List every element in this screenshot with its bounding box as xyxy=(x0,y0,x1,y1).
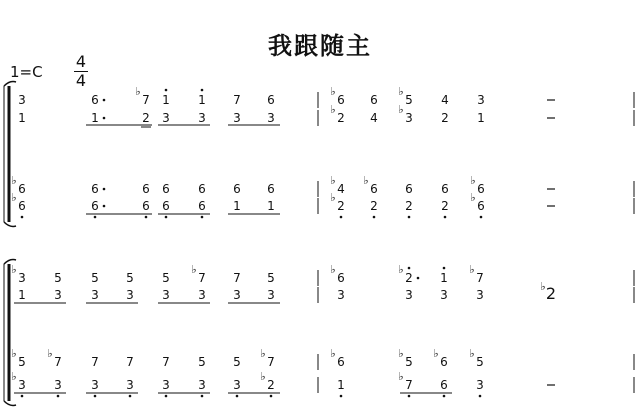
octave-down-dot xyxy=(479,395,482,398)
jianpu-note: 6 xyxy=(142,182,150,196)
flat-accidental: ♭ xyxy=(11,347,17,360)
octave-down-dot xyxy=(201,216,204,219)
jianpu-note: 1 xyxy=(198,93,206,107)
jianpu-note: 6 xyxy=(441,182,449,196)
jianpu-note: 6 xyxy=(370,93,378,107)
flat-accidental: ♭ xyxy=(47,347,53,360)
jianpu-note: 7 xyxy=(126,355,134,369)
jianpu-note: 5 xyxy=(91,271,99,285)
jianpu-note: 3 xyxy=(476,378,484,392)
jianpu-note: 3 xyxy=(198,288,206,302)
flat-accidental: ♭ xyxy=(11,263,17,276)
flat-accidental: ♭ xyxy=(433,347,439,360)
flat-accidental: ♭ xyxy=(470,191,476,204)
jianpu-note: 6 xyxy=(440,378,448,392)
octave-down-dot xyxy=(340,216,343,219)
system-brace-hook xyxy=(4,401,16,406)
flat-accidental: ♭ xyxy=(398,347,404,360)
jianpu-note: 3 xyxy=(233,378,241,392)
flat-accidental: ♭ xyxy=(330,263,336,276)
octave-down-dot xyxy=(21,395,24,398)
flat-accidental: ♭ xyxy=(11,174,17,187)
jianpu-note: 3 xyxy=(162,111,170,125)
octave-down-dot xyxy=(408,395,411,398)
jianpu-note: 7 xyxy=(162,355,170,369)
jianpu-note: 2 xyxy=(142,111,150,125)
octave-up-dot xyxy=(408,267,411,270)
jianpu-note: 6 xyxy=(198,182,206,196)
jianpu-note: 6 xyxy=(337,271,345,285)
flat-accidental: ♭ xyxy=(191,263,197,276)
jianpu-note: 3 xyxy=(91,288,99,302)
flat-accidental: ♭ xyxy=(11,370,17,383)
song-title: 我跟随主 xyxy=(268,31,372,60)
jianpu-note: 3 xyxy=(162,378,170,392)
jianpu-note: 3 xyxy=(198,378,206,392)
jianpu-note: 4 xyxy=(337,182,345,196)
flat-accidental: ♭ xyxy=(11,191,17,204)
jianpu-note: 3 xyxy=(267,288,275,302)
flat-accidental: ♭ xyxy=(330,174,336,187)
jianpu-note: 6 xyxy=(477,182,485,196)
jianpu-note: 6 xyxy=(18,182,26,196)
jianpu-note: 3 xyxy=(126,378,134,392)
jianpu-note: 3 xyxy=(440,288,448,302)
augmentation-dot xyxy=(417,277,420,280)
jianpu-note: 3 xyxy=(405,111,413,125)
jianpu-note: 6 xyxy=(198,199,206,213)
jianpu-note: 1 xyxy=(91,111,99,125)
octave-down-dot xyxy=(270,395,273,398)
jianpu-note: 3 xyxy=(18,378,26,392)
octave-down-dot xyxy=(57,395,60,398)
flat-accidental: ♭ xyxy=(135,85,141,98)
jianpu-note: 4 xyxy=(370,111,378,125)
flat-accidental: ♭ xyxy=(470,174,476,187)
jianpu-note: 5 xyxy=(405,93,413,107)
jianpu-note: 2 xyxy=(337,199,345,213)
flat-accidental: ♭ xyxy=(398,85,404,98)
jianpu-note: 2 xyxy=(370,199,378,213)
octave-up-dot xyxy=(165,89,168,92)
octave-up-dot xyxy=(443,267,446,270)
system-brace-hook xyxy=(4,82,16,87)
flat-accidental: ♭ xyxy=(540,280,546,293)
jianpu-note: 3 xyxy=(18,93,26,107)
jianpu-note: 5 xyxy=(126,271,134,285)
jianpu-note: 1 xyxy=(440,271,448,285)
jianpu-note: 5 xyxy=(405,355,413,369)
jianpu-note: 6 xyxy=(91,93,99,107)
flat-accidental: ♭ xyxy=(330,347,336,360)
octave-down-dot xyxy=(94,395,97,398)
jianpu-note: 6 xyxy=(162,199,170,213)
jianpu-note: 2 xyxy=(441,111,449,125)
jianpu-note: 7 xyxy=(54,355,62,369)
jianpu-note: 2 xyxy=(405,199,413,213)
jianpu-note: 6 xyxy=(91,182,99,196)
jianpu-note: 3 xyxy=(18,271,26,285)
octave-down-dot xyxy=(408,216,411,219)
jianpu-note: 1 xyxy=(18,288,26,302)
jianpu-note: 6 xyxy=(370,182,378,196)
jianpu-note: 3 xyxy=(477,93,485,107)
jianpu-note: 3 xyxy=(233,288,241,302)
augmentation-dot xyxy=(103,188,106,191)
octave-down-dot xyxy=(201,395,204,398)
time-signature-top: 4 xyxy=(75,52,87,71)
jianpu-note: 6 xyxy=(91,199,99,213)
octave-down-dot xyxy=(21,216,24,219)
octave-down-dot xyxy=(443,395,446,398)
jianpu-note: 5 xyxy=(198,355,206,369)
jianpu-note: 5 xyxy=(476,355,484,369)
jianpu-note: 7 xyxy=(476,271,484,285)
flat-accidental: ♭ xyxy=(260,347,266,360)
octave-down-dot xyxy=(145,216,148,219)
jianpu-note: 7 xyxy=(142,93,150,107)
flat-accidental: ♭ xyxy=(469,263,475,276)
jianpu-note: 5 xyxy=(233,355,241,369)
jianpu-note: 7 xyxy=(91,355,99,369)
octave-down-dot xyxy=(165,216,168,219)
jianpu-note: 6 xyxy=(337,93,345,107)
jianpu-note: 6 xyxy=(233,182,241,196)
augmentation-dot xyxy=(103,99,106,102)
jianpu-note: 2 xyxy=(337,111,345,125)
flat-accidental: ♭ xyxy=(260,370,266,383)
jianpu-note: 7 xyxy=(405,378,413,392)
octave-down-dot xyxy=(373,216,376,219)
octave-up-dot xyxy=(201,89,204,92)
jianpu-note: 6 xyxy=(267,93,275,107)
jianpu-note: 6 xyxy=(440,355,448,369)
jianpu-note: 6 xyxy=(267,182,275,196)
jianpu-note: 3 xyxy=(476,288,484,302)
jianpu-note: 7 xyxy=(233,93,241,107)
jianpu-note: 2 xyxy=(545,284,557,303)
system-brace-hook xyxy=(4,222,16,227)
jianpu-note: 1 xyxy=(337,378,345,392)
jianpu-note: 7 xyxy=(233,271,241,285)
flat-accidental: ♭ xyxy=(398,370,404,383)
jianpu-note: 3 xyxy=(233,111,241,125)
jianpu-note: 7 xyxy=(198,271,206,285)
augmentation-dot xyxy=(103,117,106,120)
flat-accidental: ♭ xyxy=(398,263,404,276)
jianpu-note: 3 xyxy=(54,378,62,392)
jianpu-note: 5 xyxy=(54,271,62,285)
octave-down-dot xyxy=(236,395,239,398)
jianpu-note: 1 xyxy=(267,199,275,213)
jianpu-note: 2 xyxy=(405,271,413,285)
octave-down-dot xyxy=(480,216,483,219)
jianpu-note: 6 xyxy=(337,355,345,369)
flat-accidental: ♭ xyxy=(398,103,404,116)
jianpu-note: 3 xyxy=(405,288,413,302)
augmentation-dot xyxy=(103,205,106,208)
jianpu-note: 6 xyxy=(142,199,150,213)
jianpu-note: 5 xyxy=(267,271,275,285)
jianpu-note: 3 xyxy=(91,378,99,392)
key-signature: 1=C xyxy=(10,63,43,81)
jianpu-note: 6 xyxy=(477,199,485,213)
jianpu-note: 6 xyxy=(162,182,170,196)
jianpu-note: 7 xyxy=(267,355,275,369)
octave-down-dot xyxy=(165,395,168,398)
jianpu-note: 2 xyxy=(441,199,449,213)
jianpu-note: 6 xyxy=(405,182,413,196)
octave-down-dot xyxy=(340,395,343,398)
jianpu-note: 3 xyxy=(54,288,62,302)
jianpu-note: 1 xyxy=(162,93,170,107)
jianpu-note: 3 xyxy=(337,288,345,302)
flat-accidental: ♭ xyxy=(330,191,336,204)
jianpu-note: 6 xyxy=(18,199,26,213)
flat-accidental: ♭ xyxy=(469,347,475,360)
jianpu-note: 3 xyxy=(267,111,275,125)
jianpu-note: 5 xyxy=(162,271,170,285)
jianpu-note: 4 xyxy=(441,93,449,107)
jianpu-note: 2 xyxy=(267,378,275,392)
jianpu-note: 1 xyxy=(18,111,26,125)
octave-down-dot xyxy=(129,395,132,398)
time-signature-bottom: 4 xyxy=(75,71,87,90)
jianpu-note: 1 xyxy=(477,111,485,125)
octave-down-dot xyxy=(444,216,447,219)
flat-accidental: ♭ xyxy=(330,103,336,116)
flat-accidental: ♭ xyxy=(330,85,336,98)
flat-accidental: ♭ xyxy=(363,174,369,187)
jianpu-note: 3 xyxy=(162,288,170,302)
jianpu-note: 5 xyxy=(18,355,26,369)
octave-down-dot xyxy=(94,216,97,219)
jianpu-note: 1 xyxy=(233,199,241,213)
jianpu-note: 3 xyxy=(126,288,134,302)
jianpu-note: 3 xyxy=(198,111,206,125)
